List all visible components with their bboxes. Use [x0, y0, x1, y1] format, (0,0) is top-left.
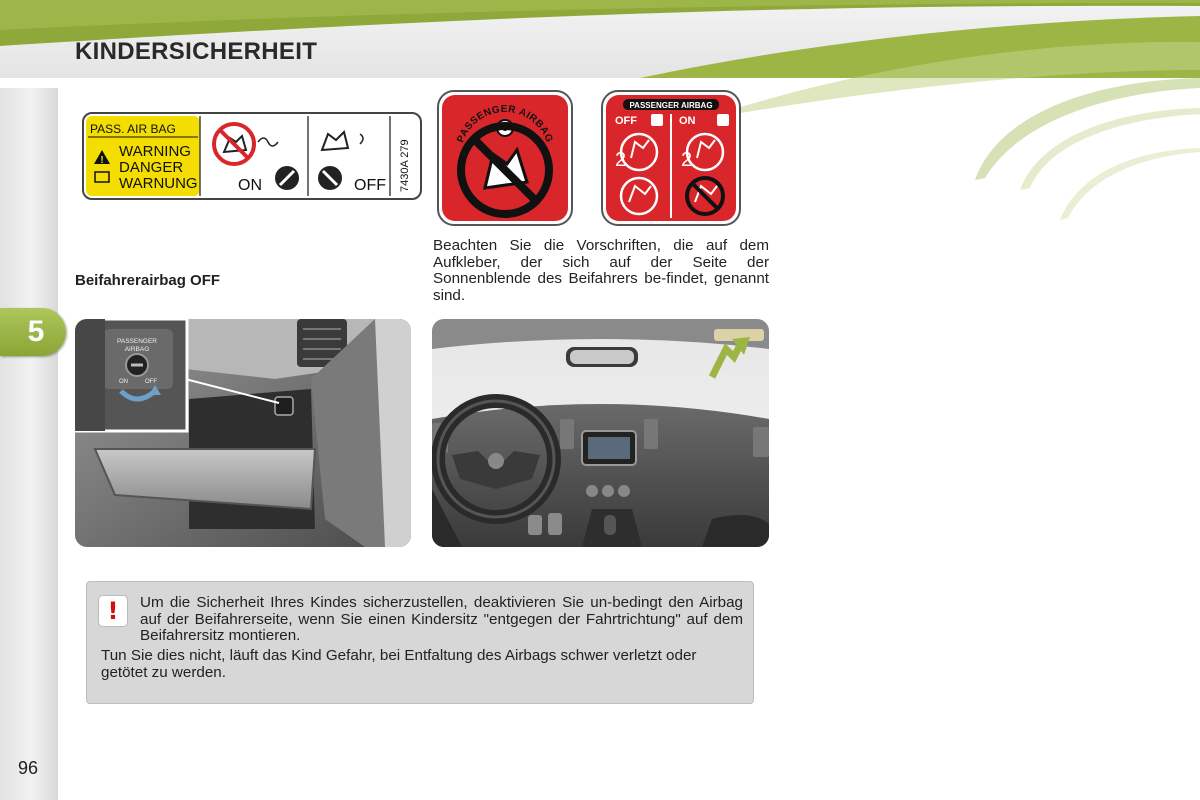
- inset-label-line1: PASSENGER: [117, 338, 157, 345]
- safety-warning-box: [86, 581, 754, 704]
- dashboard-photo: [432, 319, 769, 547]
- airbag-on-symbol-icon: [717, 114, 729, 126]
- chapter-number: 5: [27, 315, 45, 348]
- chapter-tab: [0, 308, 66, 356]
- glovebox-switch-photo: [75, 319, 411, 547]
- inset-off: OFF: [145, 379, 157, 385]
- arc-label: PASSENGER AIRBAG: [455, 103, 555, 145]
- page-margin-strip: [0, 88, 58, 800]
- warning-paragraph-1: Um die Sicherheit Ihres Kindes sicherzustellen, deaktivieren Sie un-bedingt den Airbag auf der Beifahrerseite, wenn Sie einen Kindersitz "entgegen der Fahrtrichtung" auf dem Beifahrersitz montieren.: [140, 594, 743, 644]
- airbag-warning-sticker: [82, 112, 422, 200]
- airbag-off-symbol-icon: [651, 114, 663, 126]
- brand-logo-icon: [488, 453, 504, 469]
- inset-label-line2: AIRBAG: [124, 346, 150, 353]
- rear-facing-seat-prohibited-icon: [214, 124, 254, 164]
- page-number: 96: [18, 758, 39, 778]
- label-num-left: 2: [615, 149, 627, 171]
- label-on: ON: [679, 115, 696, 127]
- warning-paragraph-2: Tun Sie dies nicht, läuft das Kind Gefahr, bei Entfaltung des Airbags schwer verletzt oder getötet zu werden.: [101, 647, 697, 681]
- sticker-warnung: WARNUNG: [119, 175, 198, 192]
- sticker-warning: WARNING: [119, 143, 191, 160]
- sticker-heading: PASS. AIR BAG: [90, 122, 176, 136]
- sun-visor-note: Beachten Sie die Vorschriften, die auf dem Aufkleber, der sich auf der Seite der Sonnenblende des Beifahrers be-findet, genannt sind.: [433, 237, 769, 304]
- warning-icon-glyph: !: [107, 597, 119, 625]
- label-banner: PASSENGER AIRBAG: [629, 101, 713, 110]
- label-num-right: 2: [681, 149, 693, 171]
- section-title: Beifahrerairbag OFF: [75, 272, 221, 289]
- sticker-on-label: ON: [238, 177, 262, 194]
- page-title: KINDERSICHERHEIT: [75, 38, 318, 65]
- svg-text:!: !: [100, 155, 104, 166]
- passenger-airbag-label: [437, 90, 573, 226]
- inset-on: ON: [119, 379, 128, 385]
- sticker-danger: DANGER: [119, 159, 184, 176]
- sticker-code: 7430A 279: [399, 139, 411, 192]
- exclamation-warning-icon: [99, 596, 127, 626]
- label-off: OFF: [615, 115, 637, 127]
- sticker-off-label: OFF: [354, 177, 386, 194]
- airbag-on-off-label: [601, 90, 741, 226]
